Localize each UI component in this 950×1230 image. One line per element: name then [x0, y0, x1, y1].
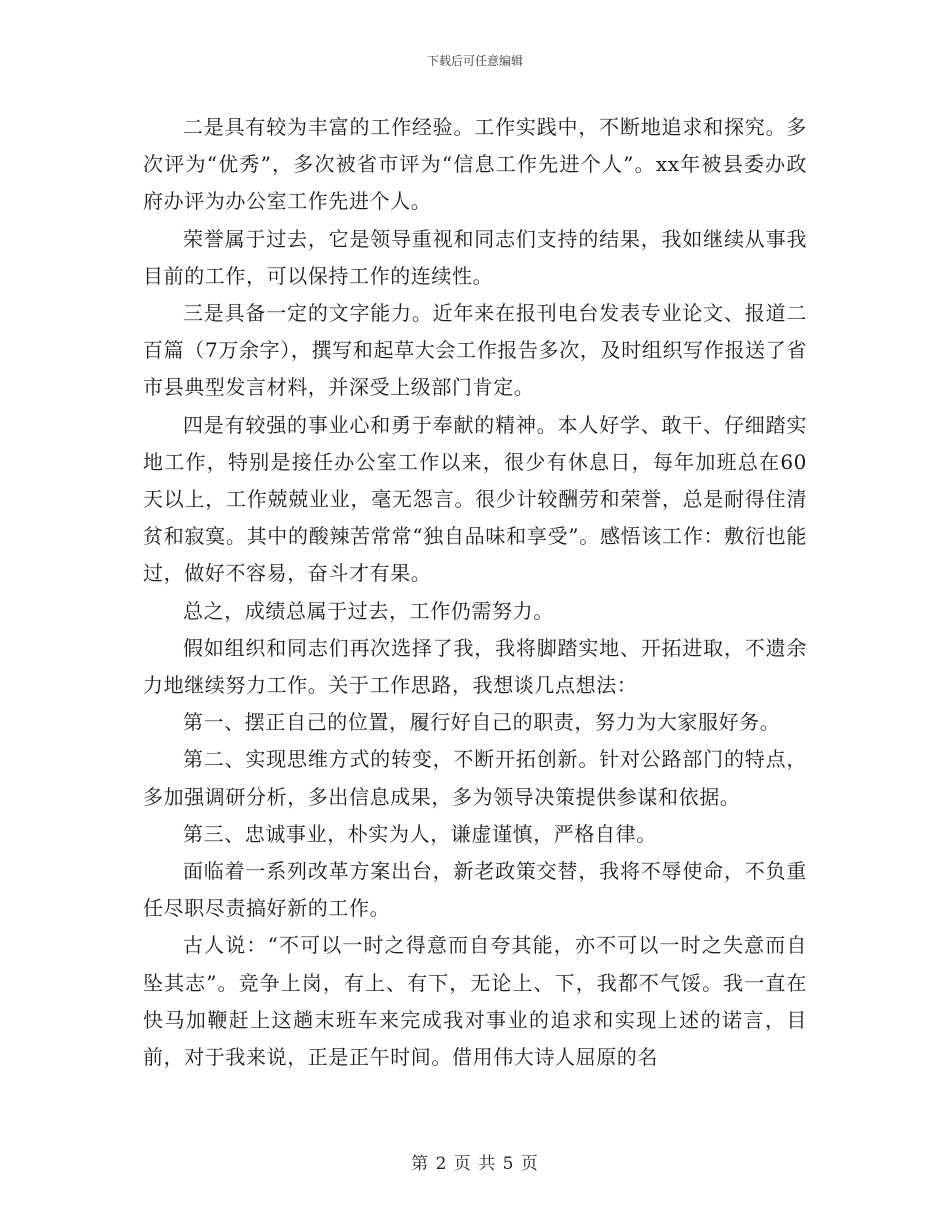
paragraph-work-plan-intro: 假如组织和同志们再次选择了我，我将脚踏实地、开拓进取，不遗余力地继续努力工作。关于工作思路，我想谈几点想法：: [143, 635, 807, 698]
paragraph-summary: 总之，成绩总属于过去，工作仍需努力。: [183, 598, 554, 623]
page-number-footer: 第 2 页 共 5 页: [411, 1154, 539, 1174]
paragraph-writing-ability: 三是具备一定的文字能力。近年来在报刊电台发表专业论文、报道二百篇（7万余字），撰写和起草大会工作报告多次，及时组织写作报送了省市县典型发言材料，并深受上级部门肯定。: [143, 301, 807, 400]
paragraph-dedication: 四是有较强的事业心和勇于奉献的精神。本人好学、敢干、仔细踏实地工作，特别是接任办公室工作以来，很少有休息日，每年加班总在60天以上，工作兢兢业业，毫无怨言。很少计较酬劳和荣誉，总是耐得住清贫和寂寞。其中的酸辣苦常常“独自品味和享受”。感悟该工作：敷衍也能过，做好不容易，奋斗才有果。: [143, 412, 807, 586]
paragraph-point-two: 第二、实现思维方式的转变，不断开拓创新。针对公路部门的特点，多加强调研分析，多出信息成果，多为领导决策提供参谋和依据。: [143, 747, 807, 809]
paragraph-point-three: 第三、忠诚事业，朴实为人，谦虚谨慎，严格自律。: [183, 821, 657, 846]
page-header: 下载后可任意编辑: [426, 54, 523, 68]
paragraph-reform: 面临着一系列改革方案出台，新老政策交替，我将不辱使命，不负重任尽职尽责搞好新的工作。: [143, 859, 807, 921]
paragraph-point-one: 第一、摆正自己的位置，履行好自己的职责，努力为大家服好务。: [183, 710, 781, 735]
paragraph-ancient-saying: 古人说：“不可以一时之得意而自夸其能，亦不可以一时之失意而自坠其志”。竞争上岗，有上、有下，无论上、下，我都不气馁。我一直在快马加鞭赶上这趟末班车来完成我对事业的追求和实现上述的诺言，目前，对于我来说，正是正午时间。借用伟大诗人屈原的名: [143, 933, 807, 1070]
paragraph-honors: 荣誉属于过去，它是领导重视和同志们支持的结果，我如继续从事我目前的工作，可以保持工作的连续性。: [143, 226, 807, 288]
document-body: [143, 109, 807, 1076]
paragraph-work-experience: 二是具有较为丰富的工作经验。工作实践中，不断地追求和探究。多次评为“优秀”，多次被省市评为“信息工作先进个人”。xx年被县委办政府办评为办公室工作先进个人。: [143, 115, 807, 214]
